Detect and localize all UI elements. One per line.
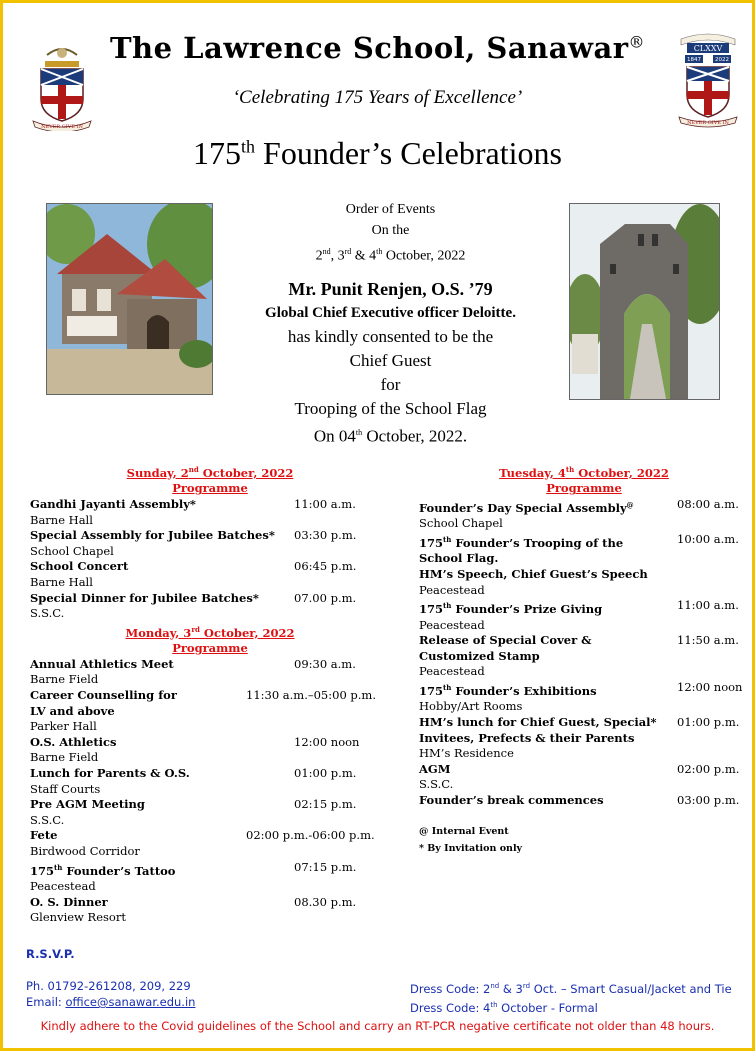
on-the: On the bbox=[371, 223, 410, 238]
email-link[interactable]: office@sanawar.edu.in bbox=[65, 995, 196, 1009]
day-heading-tuesday: Tuesday, 4th October, 2022 bbox=[499, 465, 669, 480]
schedule-left-column bbox=[30, 462, 390, 926]
event-item: HM’s lunch for Chief Guest, Special* Invitees, Prefects & their Parents 01:00 p.m. HM’s Residence bbox=[419, 715, 740, 761]
archway-image bbox=[569, 203, 720, 400]
intro-line: has kindly consented to be the bbox=[287, 326, 494, 346]
event-item: HM’s Speech, Chief Guest’s Speech Peacestead bbox=[419, 567, 648, 597]
intro-line: for bbox=[380, 374, 401, 394]
motto: ‘Celebrating 175 Years of Excellence’ bbox=[232, 87, 523, 108]
chief-guest-org: Global Chief Executive officer Deloitte. bbox=[265, 304, 516, 321]
event-item: Lunch for Parents & O.S. 01:00 p.m. Staff Courts bbox=[30, 765, 357, 796]
invitation-note: * By Invitation only bbox=[419, 842, 523, 854]
school-building-image bbox=[46, 203, 213, 395]
event-item: Special Assembly for Jubilee Batches* 03:30 p.m. School Chapel bbox=[30, 528, 357, 558]
event-item: Fete 02:00 p.m.-06:00 p.m. Birdwood Corridor bbox=[30, 828, 375, 858]
svg-text:2022: 2022 bbox=[715, 57, 729, 63]
event-item: 175th Founder’s Trooping of the School Flag. 10:00 a.m. bbox=[419, 532, 739, 566]
svg-text:NEVER GIVE IN: NEVER GIVE IN bbox=[41, 124, 83, 130]
intro-line: Chief Guest bbox=[349, 350, 432, 370]
event-item: Release of Special Cover & Customized Stamp 11:50 a.m. Peacestead bbox=[419, 633, 739, 679]
intro-line: On 04th October, 2022. bbox=[313, 426, 468, 446]
programme-label: Programme bbox=[546, 481, 622, 496]
intro-block bbox=[218, 199, 563, 448]
dress-code-block bbox=[410, 978, 732, 1016]
event-item: O. S. Dinner 08.30 p.m. Glenview Resort bbox=[30, 894, 357, 925]
email-line: Email: office@sanawar.edu.in bbox=[26, 995, 196, 1009]
chief-guest-name: Mr. Punit Renjen, O.S. ’79 bbox=[288, 278, 493, 299]
dress-code-2: Dress Code: 4th October - Formal bbox=[410, 1000, 598, 1015]
event-item: Gandhi Jayanti Assembly* 11:00 a.m. Barne Hall bbox=[30, 497, 356, 527]
event-item: Career Counselling for LV and above 11:30 a.m.–05:00 p.m. Parker Hall bbox=[30, 687, 376, 734]
svg-text:1847: 1847 bbox=[687, 57, 701, 63]
dress-code-1: Dress Code: 2nd & 3rd Oct. – Smart Casual/Jacket and Tie bbox=[410, 981, 732, 996]
order-of-events: Order of Events bbox=[345, 202, 436, 217]
event-item: O.S. Athletics 12:00 noon Barne Field bbox=[30, 734, 360, 765]
rsvp-label: R.S.V.P. bbox=[26, 947, 75, 961]
intro-line: Trooping of the School Flag bbox=[294, 398, 487, 418]
internal-event-note: @ Internal Event bbox=[419, 825, 509, 837]
event-dates: 2nd, 3rd & 4th October, 2022 bbox=[315, 247, 466, 264]
event-item: School Concert 06:45 p.m. Barne Hall bbox=[30, 559, 357, 589]
svg-text:CLXXV: CLXXV bbox=[693, 44, 723, 53]
covid-notice: Kindly adhere to the Covid guidelines of the School and carry an RT-PCR negative certificate not older than 48 hours. bbox=[40, 1019, 715, 1033]
event-item: Pre AGM Meeting 02:15 p.m. S.S.C. bbox=[30, 797, 357, 827]
event-item: 175th Founder’s Tattoo 07:15 p.m. Peacestead bbox=[30, 859, 357, 893]
event-item: Founder’s break commences 03:00 p.m. bbox=[419, 793, 740, 808]
school-title: The Lawrence School, Sanawar® bbox=[109, 31, 646, 65]
phone-number: Ph. 01792-261208, 209, 229 bbox=[26, 979, 191, 993]
day-heading-monday: Monday, 3rd October, 2022 bbox=[125, 624, 295, 640]
svg-text:NEVER GIVE IN: NEVER GIVE IN bbox=[687, 120, 729, 126]
event-item: 175th Founder’s Prize Giving 11:00 a.m. Peacestead bbox=[419, 598, 739, 632]
event-item: Special Dinner for Jubilee Batches* 07.00 p.m. S.S.C. bbox=[30, 590, 357, 621]
day-heading-sunday: Sunday, 2nd October, 2022 bbox=[126, 465, 294, 480]
programme-label: Programme bbox=[172, 481, 248, 496]
schedule-right-column bbox=[419, 462, 749, 857]
programme-label: Programme bbox=[172, 641, 248, 656]
event-item: Annual Athletics Meet 09:30 a.m. Barne Field bbox=[30, 656, 356, 687]
event-item: 175th Founder’s Exhibitions 12:00 noon Hobby/Art Rooms bbox=[419, 680, 743, 714]
contact-block bbox=[26, 978, 195, 1010]
event-heading: 175th Founder’s Celebrations bbox=[193, 135, 562, 171]
event-item: AGM 02:00 p.m. S.S.C. bbox=[419, 761, 740, 792]
event-item: Founder’s Day Special Assembly@ 08:00 a.m. School Chapel bbox=[419, 497, 739, 531]
